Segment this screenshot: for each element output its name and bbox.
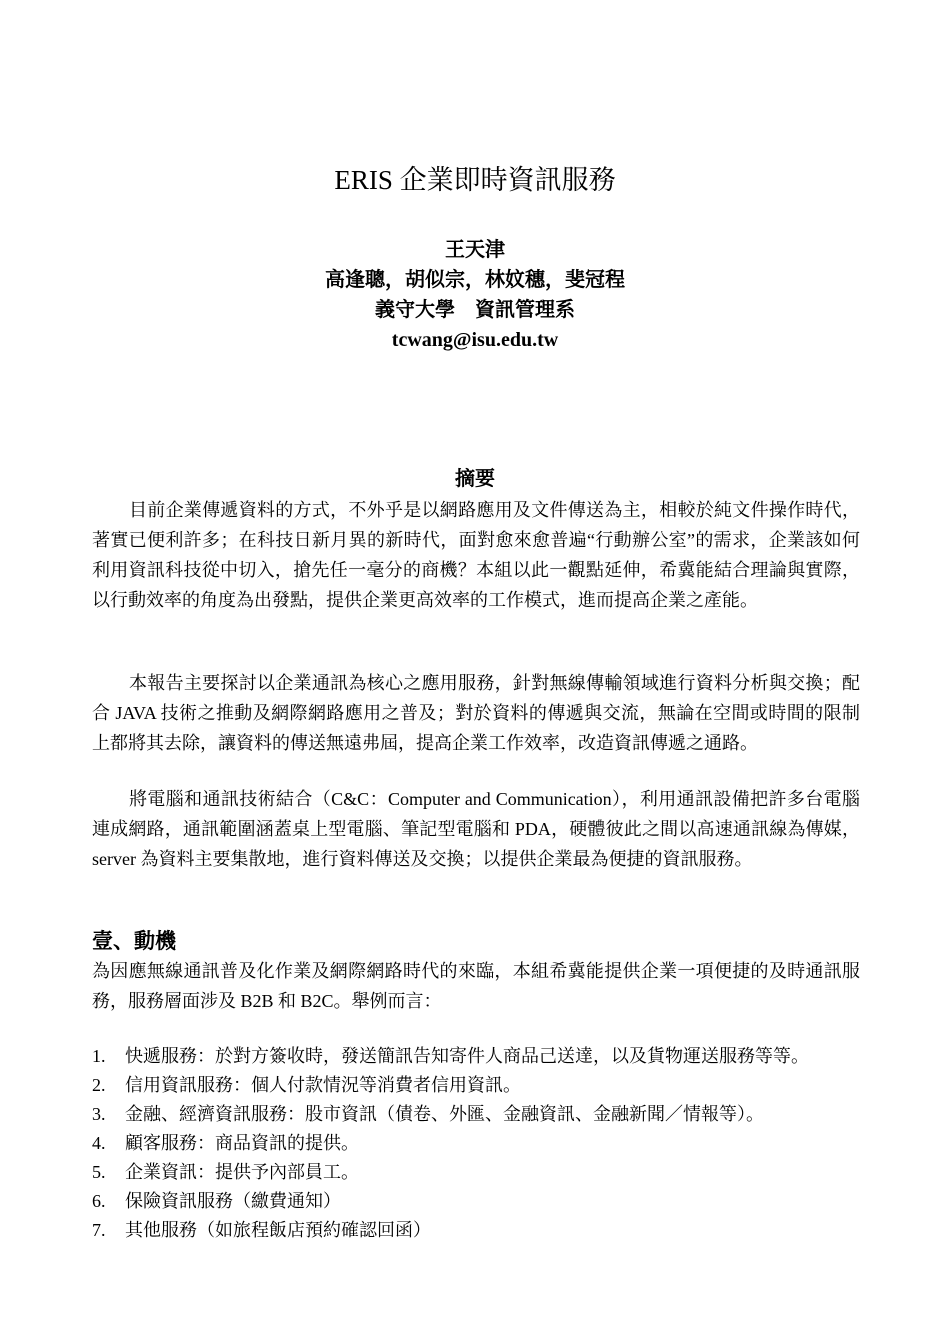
list-item-text: 顧客服務：商品資訊的提供。: [125, 1133, 359, 1153]
paper-title: ERIS 企業即時資訊服務: [334, 165, 616, 195]
list-item-number: 5.: [92, 1162, 106, 1182]
affiliation: 義守大學 資訊管理系: [375, 299, 575, 321]
member-names: 高逢聰，胡似宗，林妏穗，斐冠程: [325, 269, 625, 291]
list-item: [92, 1071, 872, 1100]
motivation-intro: 為因應無線通訊普及化作業及網際網路時代的來臨，本組希冀能提供企業一項便捷的及時通訊服務，服務層面涉及 B2B 和 B2C。舉例而言：: [92, 961, 860, 1011]
abstract-paragraph-2: 本報告主要探討以企業通訊為核心之應用服務，針對無線傳輸領域進行資料分析與交換；配合 JAVA 技術之推動及網際網路應用之普及；對於資料的傳遞與交流，無論在空間或時間的限制上都將其去除，讓資料的傳送無遠弗屆，提高企業工作效率，改造資訊傳遞之通路。: [92, 673, 860, 753]
service-list: [92, 1042, 872, 1245]
abstract-paragraph-1: 目前企業傳遞資料的方式，不外乎是以網路應用及文件傳送為主，相較於純文件操作時代，著實已便利許多；在科技日新月異的新時代，面對愈來愈普遍“行動辦公室”的需求，企業該如何利用資訊科技從中切入，搶先任一毫分的商機？本組以此一觀點延伸，希冀能結合理論與實際，以行動效率的角度為出發點，提供企業更高效率的工作模式，進而提高企業之產能。: [92, 500, 860, 610]
abstract-paragraph-3: 將電腦和通訊技術結合（C&C：Computer and Communication），利用通訊設備把許多台電腦連成網路，通訊範圍涵蓋桌上型電腦、筆記型電腦和 PDA，硬體彼此之間以高速通訊線為傳媒，server 為資料主要集散地，進行資料傳送及交換；以提供企業最為便捷的資訊服務。: [92, 789, 860, 869]
advisor-name: 王天津: [445, 239, 505, 261]
author-block: [0, 235, 950, 355]
list-item-text: 保險資訊服務（繳費通知）: [125, 1191, 341, 1211]
list-item-number: 7.: [92, 1220, 106, 1240]
list-item-number: 3.: [92, 1104, 106, 1124]
list-item-number: 6.: [92, 1191, 106, 1211]
list-item: [92, 1187, 872, 1216]
list-item-text: 信用資訊服務：個人付款情況等消費者信用資訊。: [125, 1075, 521, 1095]
list-item-text: 快遞服務：於對方簽收時，發送簡訊告知寄件人商品己送達，以及貨物運送服務等等。: [125, 1046, 809, 1066]
list-item: [92, 1158, 872, 1187]
list-item: [92, 1042, 872, 1071]
section-heading-motivation: 壹、動機: [92, 929, 176, 953]
list-item: [92, 1100, 872, 1129]
list-item: [92, 1129, 872, 1158]
list-item-text: 金融、經濟資訊服務：股市資訊（債卷、外匯、金融資訊、金融新聞／情報等）。: [125, 1104, 764, 1124]
list-item-number: 4.: [92, 1133, 106, 1153]
list-item-number: 2.: [92, 1075, 106, 1095]
list-item: [92, 1216, 872, 1245]
abstract-heading: 摘要: [455, 468, 495, 490]
author-email: tcwang@isu.edu.tw: [391, 329, 559, 351]
list-item-number: 1.: [92, 1046, 106, 1066]
list-item-text: 其他服務（如旅程飯店預約確認回函）: [125, 1220, 431, 1240]
list-item-text: 企業資訊：提供予內部員工。: [125, 1162, 359, 1182]
